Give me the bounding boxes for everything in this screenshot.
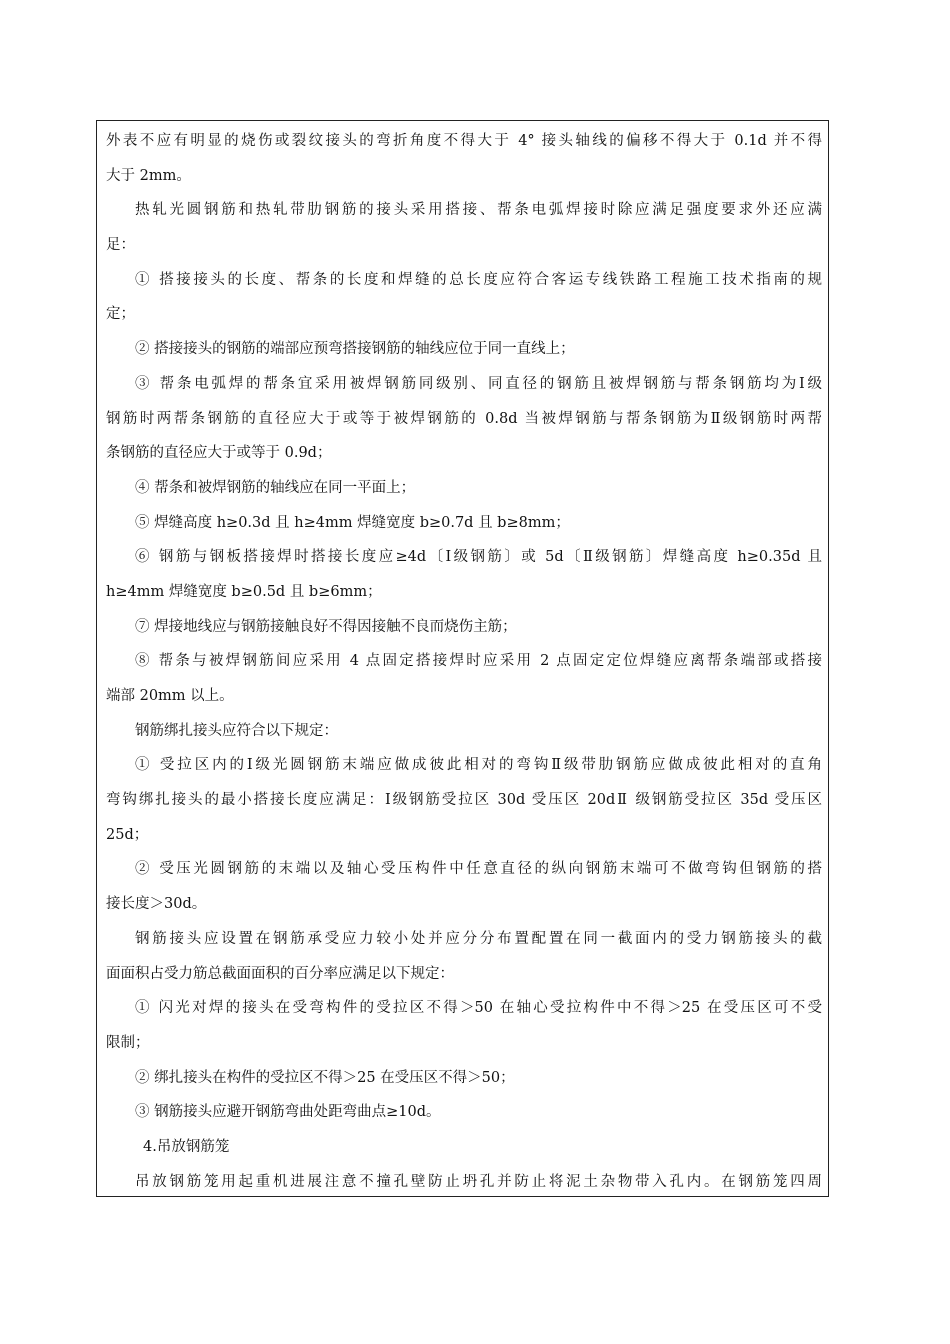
text-line: 钢筋接头应设置在钢筋承受应力较小处并应分分布置配置在同一截面内的受力钢筋接头的截 bbox=[135, 930, 822, 947]
text-line: 钢筋时两帮条钢筋的直径应大于或等于被焊钢筋的 0.8d 当被焊钢筋与帮条钢筋为Ⅱ级钢筋时两帮 bbox=[106, 410, 822, 427]
text-line: 弯钩绑扎接头的最小搭接长度应满足：Ⅰ级钢筋受拉区 30d 受压区 20dⅡ 级钢筋受拉区 35d 受压区 bbox=[106, 792, 822, 809]
text-line: ⑧ 帮条与被焊钢筋间应采用 4 点固定搭接焊时应采用 2 点固定定位焊缝应离帮条端部或搭接 bbox=[135, 653, 822, 670]
text-line: 大于 2mm。 bbox=[106, 167, 191, 184]
text-line: 定； bbox=[106, 306, 135, 323]
text-line: 25d； bbox=[106, 826, 149, 843]
text-line: 4.吊放钢筋笼 bbox=[143, 1138, 230, 1155]
text-line: ② 搭接接头的钢筋的端部应预弯搭接钢筋的轴线应位于同一直线上； bbox=[135, 341, 575, 358]
text-line: ⑤ 焊缝高度 h≥0.3d 且 h≥4mm 焊缝宽度 b≥0.7d 且 b≥8mm； bbox=[135, 514, 570, 531]
text-line: ③ 钢筋接头应避开钢筋弯曲处距弯曲点≥10d。 bbox=[135, 1104, 441, 1121]
text-line: ④ 帮条和被焊钢筋的轴线应在同一平面上； bbox=[135, 479, 416, 496]
text-line: ⑥ 钢筋与钢板搭接焊时搭接长度应≥4d〔Ⅰ级钢筋〕或 5d〔Ⅱ级钢筋〕焊缝高度 h≥0.35d 且 bbox=[135, 549, 822, 566]
text-line: 端部 20mm 以上。 bbox=[106, 688, 234, 704]
text-line: ② 绑扎接头在构件的受拉区不得＞25 在受压区不得＞50； bbox=[135, 1069, 515, 1086]
text-line: 接长度＞30d。 bbox=[106, 896, 207, 913]
text-line: ① 受拉区内的Ⅰ级光圆钢筋末端应做成彼此相对的弯钩Ⅱ级带肋钢筋应做成彼此相对的直角 bbox=[135, 757, 822, 774]
text-line: 限制； bbox=[106, 1034, 150, 1051]
text-line: ① 闪光对焊的接头在受弯构件的受拉区不得＞50 在轴心受拉构件中不得＞25 在受压区可不受 bbox=[135, 1000, 822, 1017]
text-line: 热轧光圆钢筋和热轧带肋钢筋的接头采用搭接、帮条电弧焊接时除应满足强度要求外还应满 bbox=[135, 202, 822, 219]
text-line: ⑦ 焊接地线应与钢筋接触良好不得因接触不良而烧伤主筋； bbox=[135, 618, 517, 635]
text-line: ① 搭接接头的长度、帮条的长度和焊缝的总长度应符合客运专线铁路工程施工技术指南的规 bbox=[135, 271, 822, 288]
text-line: 足： bbox=[106, 237, 135, 254]
text-line: h≥4mm 焊缝宽度 b≥0.5d 且 b≥6mm； bbox=[106, 583, 382, 600]
text-line: 外表不应有明显的烧伤或裂纹接头的弯折角度不得大于 4° 接头轴线的偏移不得大于 0.1d 并不得 bbox=[106, 133, 822, 149]
text-line: 条钢筋的直径应大于或等于 0.9d； bbox=[106, 445, 332, 462]
text-line: ③ 帮条电弧焊的帮条宜采用被焊钢筋同级别、同直径的钢筋且被焊钢筋与帮条钢筋均为Ⅰ级 bbox=[135, 375, 822, 392]
text-line: 面面积占受力筋总截面面积的百分率应满足以下规定： bbox=[106, 965, 454, 982]
document-body bbox=[106, 124, 822, 1199]
text-line: 吊放钢筋笼用起重机进展注意不撞孔壁防止坍孔并防止将泥土杂物带入孔内。在钢筋笼四周 bbox=[135, 1173, 822, 1190]
text-line: ② 受压光圆钢筋的末端以及轴心受压构件中任意直径的纵向钢筋末端可不做弯钩但钢筋的搭 bbox=[135, 861, 822, 878]
text-line: 钢筋绑扎接头应符合以下规定： bbox=[135, 722, 338, 739]
